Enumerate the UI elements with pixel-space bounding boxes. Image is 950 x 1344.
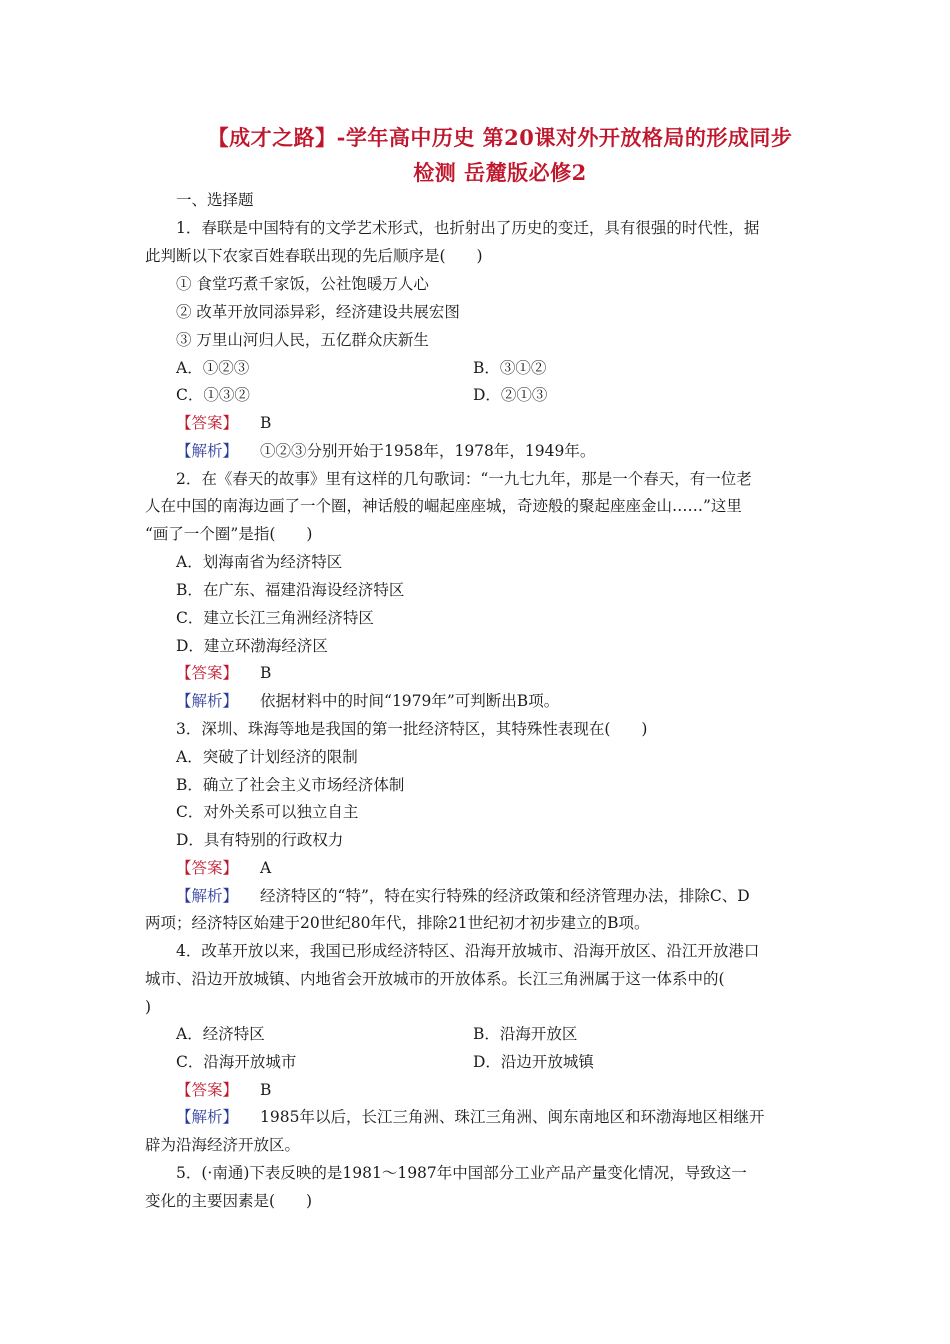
question-2-stem-line-2: 人在中国的南海边画了一个圈，神话般的崛起座座城，奇迹般的聚起座座金山……”这里	[145, 497, 742, 515]
question-1-item-2: ② 改革开放同添异彩，经济建设共展宏图	[176, 303, 460, 321]
analysis-text: 依据材料中的时间“1979年”可判断出B项。	[260, 692, 560, 710]
question-2-stem-line-1: 2．在《春天的故事》里有这样的几句歌词：“一九七九年，那是一个春天，有一位老	[176, 470, 752, 488]
question-1-option-d: D．②①③	[473, 386, 548, 404]
question-1-item-1: ① 食堂巧煮千家饭，公社饱暖万人心	[176, 275, 429, 293]
question-4-option-c: C．沿海开放城市	[176, 1053, 297, 1071]
analysis-label: 【解析】	[176, 1108, 239, 1126]
answer-value: B	[260, 414, 272, 432]
question-4-option-d: D．沿边开放城镇	[473, 1053, 594, 1071]
question-1-option-b: B．③①②	[473, 359, 547, 377]
document-title-line-2: 检测 岳麓版必修2	[413, 160, 587, 185]
analysis-label: 【解析】	[176, 692, 239, 710]
question-3-option-a: A．突破了计划经济的限制	[176, 748, 358, 766]
analysis-text: 1985年以后，长江三角洲、珠江三角洲、闽东南地区和环渤海地区相继开	[260, 1108, 765, 1126]
answer-label: 【答案】	[176, 859, 239, 877]
document-title-line-1: 【成才之路】-学年高中历史 第20课对外开放格局的形成同步	[207, 125, 793, 150]
question-2-option-b: B．在广东、福建沿海设经济特区	[176, 581, 405, 599]
analysis-text: 经济特区的“特”，特在实行特殊的经济政策和经济管理办法，排除C、D	[260, 887, 750, 905]
question-2-option-d: D．建立环渤海经济区	[176, 637, 328, 655]
question-1-analysis	[176, 441, 595, 461]
answer-value: B	[260, 664, 272, 682]
question-4-stem-line-1: 4．改革开放以来，我国已形成经济特区、沿海开放城市、沿海开放区、沿江开放港口	[176, 942, 760, 960]
answer-value: B	[260, 1081, 272, 1099]
question-1-stem-line-1: 1．春联是中国特有的文学艺术形式，也折射出了历史的变迁，具有很强的时代性，据	[176, 219, 760, 237]
question-3-analysis-line-2: 两项；经济特区始建于20世纪80年代，排除21世纪初才初步建立的B项。	[145, 914, 650, 932]
question-2-option-c: C．建立长江三角洲经济特区	[176, 609, 374, 627]
question-4-analysis-line-1	[176, 1107, 764, 1127]
analysis-text: ①②③分别开始于1958年，1978年，1949年。	[260, 442, 596, 460]
question-1-answer	[176, 413, 271, 433]
question-2-answer	[176, 663, 271, 683]
question-4-answer	[176, 1080, 271, 1100]
question-3-option-b: B．确立了社会主义市场经济体制	[176, 776, 405, 794]
question-3-stem-line-1: 3．深圳、珠海等地是我国的第一批经济特区，其特殊性表现在( )	[176, 720, 648, 738]
question-3-answer	[176, 858, 271, 878]
question-3-option-d: D．具有特别的行政权力	[176, 831, 344, 849]
question-3-analysis-line-1	[176, 886, 750, 906]
question-4-option-b: B．沿海开放区	[473, 1025, 578, 1043]
answer-label: 【答案】	[176, 1081, 239, 1099]
question-5-stem-line-1: 5．(·南通)下表反映的是1981～1987年中国部分工业产品产量变化情况，导致这一	[176, 1164, 747, 1182]
question-1-option-c: C．①③②	[176, 386, 250, 404]
analysis-label: 【解析】	[176, 887, 239, 905]
answer-label: 【答案】	[176, 414, 239, 432]
analysis-label: 【解析】	[176, 442, 239, 460]
question-4-stem-line-2: 城市、沿边开放城镇、内地省会开放城市的开放体系。长江三角洲属于这一体系中的(	[145, 970, 725, 988]
question-1-stem-line-2: 此判断以下农家百姓春联出现的先后顺序是( )	[145, 247, 483, 265]
question-2-option-a: A．划海南省为经济特区	[176, 553, 343, 571]
question-2-stem-line-3: “画了一个圈”是指( )	[145, 525, 313, 543]
question-4-stem-line-3: )	[145, 998, 152, 1016]
question-4-option-a: A．经济特区	[176, 1025, 265, 1043]
answer-label: 【答案】	[176, 664, 239, 682]
section-heading: 一、选择题	[176, 191, 254, 209]
question-1-option-a: A．①②③	[176, 359, 250, 377]
question-1-item-3: ③ 万里山河归人民，五亿群众庆新生	[176, 331, 429, 349]
question-2-analysis	[176, 691, 559, 711]
question-4-analysis-line-2: 辟为沿海经济开放区。	[145, 1136, 301, 1154]
question-3-option-c: C．对外关系可以独立自主	[176, 803, 359, 821]
answer-value: A	[260, 859, 272, 877]
question-5-stem-line-2: 变化的主要因素是( )	[145, 1192, 313, 1210]
